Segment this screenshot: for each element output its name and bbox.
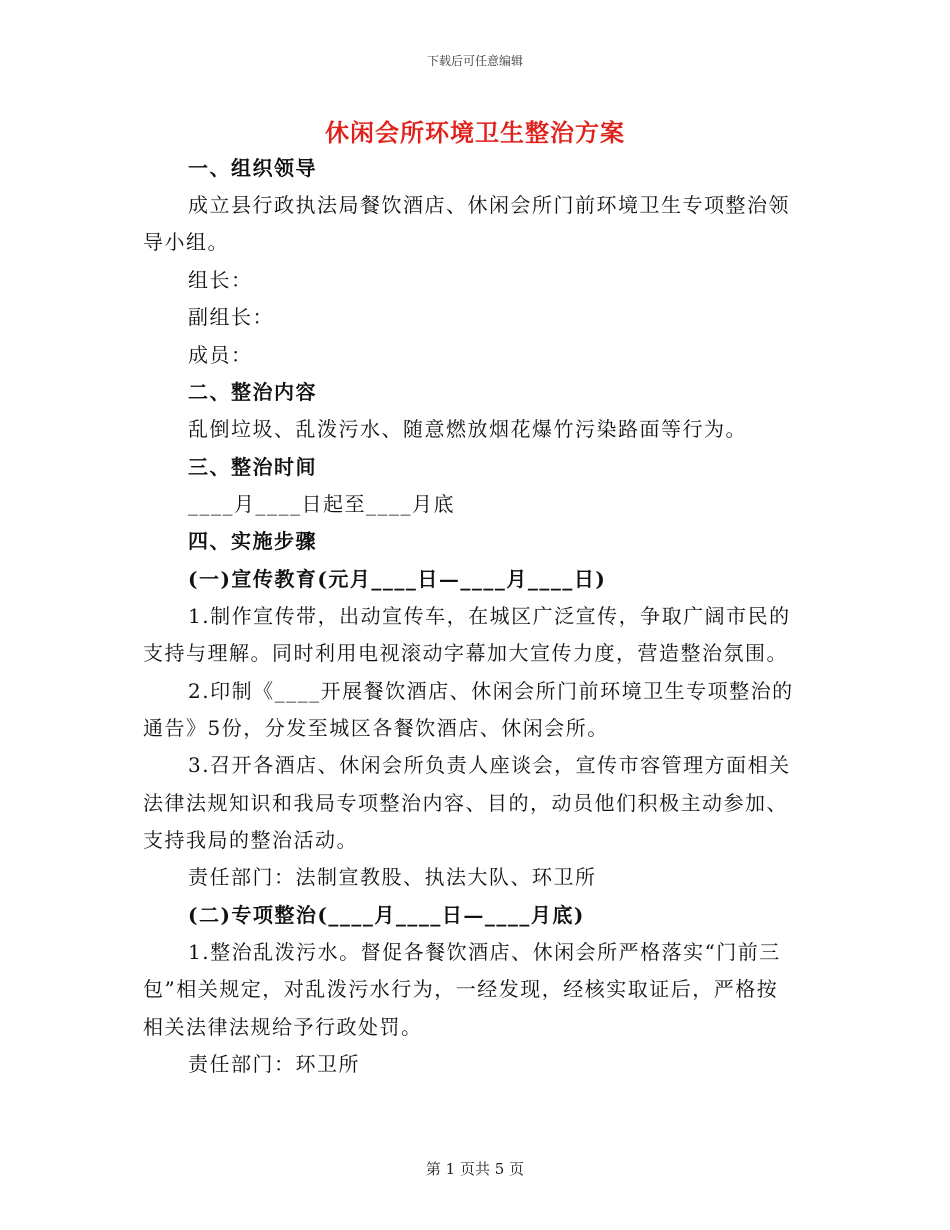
paragraph-line: 支持与理解。同时利用电视滚动字幕加大宣传力度，营造整治氛围。 — [143, 641, 788, 665]
paragraph-line: 组长： — [188, 268, 253, 292]
paragraph-line: 通告》5份，分发至城区各餐饮酒店、休闲会所。 — [143, 716, 609, 740]
paragraph-line: 乱倒垃圾、乱泼污水、随意燃放烟花爆竹污染路面等行为。 — [188, 417, 747, 441]
page-header: 下载后可任意编辑 — [426, 54, 523, 68]
section-heading: 一、组织领导 — [188, 156, 317, 180]
paragraph-line: 2.印制《____开展餐饮酒店、休闲会所门前环境卫生专项整治的 — [188, 679, 794, 703]
subsection-heading: (一)宣传教育(元月____日—____月____日) — [188, 567, 607, 591]
document-title: 休闲会所环境卫生整治方案 — [325, 118, 625, 147]
paragraph-line: 1.整治乱泼污水。督促各餐饮酒店、休闲会所严格落实“门前三 — [188, 940, 781, 964]
paragraph-line: 责任部门：法制宣教股、执法大队、环卫所 — [188, 865, 597, 889]
paragraph-line: 责任部门：环卫所 — [188, 1052, 360, 1076]
paragraph-line: 副组长： — [188, 305, 274, 329]
section-heading: 二、整治内容 — [188, 380, 317, 404]
paragraph-line: 相关法律法规给予行政处罚。 — [143, 1015, 423, 1039]
paragraph-line: 法律法规知识和我局专项整治内容、目的，动员他们积极主动参加、 — [143, 791, 788, 815]
paragraph-line: 1.制作宣传带，出动宣传车，在城区广泛宣传，争取广阔市民的 — [188, 604, 791, 628]
paragraph-line: 3.召开各酒店、休闲会所负责人座谈会，宣传市容管理方面相关 — [188, 753, 791, 777]
paragraph-line: 导小组。 — [143, 230, 229, 254]
subsection-heading: (二)专项整治(____月____日—____月底) — [188, 903, 585, 927]
paragraph-line: 成员： — [188, 343, 253, 367]
page-footer: 第 1 页共 5 页 — [425, 1160, 525, 1178]
section-heading: 三、整治时间 — [188, 455, 317, 479]
paragraph-line: ____月____日起至____月底 — [188, 492, 455, 516]
paragraph-line: 支持我局的整治活动。 — [143, 828, 358, 852]
paragraph-line: 包”相关规定，对乱泼污水行为，一经发现，经核实取证后，严格按 — [143, 977, 779, 1001]
section-heading: 四、实施步骤 — [188, 529, 317, 553]
paragraph-line: 成立县行政执法局餐饮酒店、休闲会所门前环境卫生专项整治领 — [188, 193, 790, 217]
